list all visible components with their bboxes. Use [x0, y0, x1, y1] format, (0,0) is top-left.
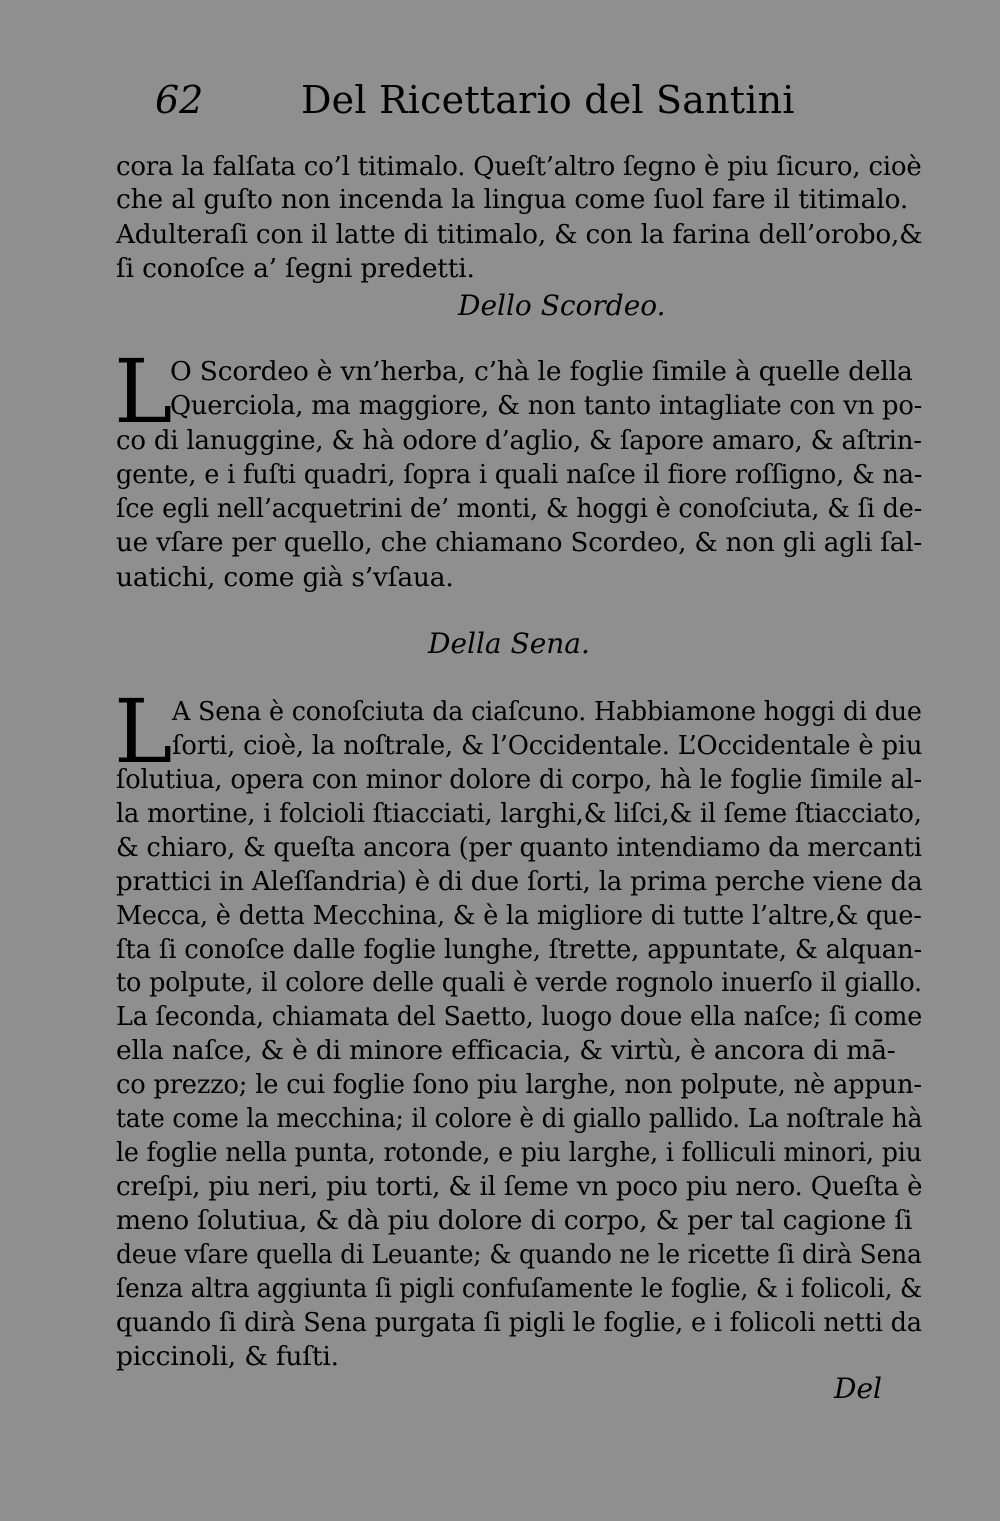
text-line: co prezzo; le cui foglie ſono piu larghe, non polpute, nè appun-: [116, 1069, 922, 1100]
text-line: che al guſto non incenda la lingua come ſuol fare il titimalo.: [116, 184, 909, 215]
text-line: tate come la mecchina; il colore è di giallo pallido. La noſtrale hà: [116, 1103, 923, 1134]
running-head-title: Del Ricettario del Santini: [301, 78, 795, 122]
text-line: O Scordeo è vn’herba, c’hà le foglie ſimile à quelle della: [170, 356, 913, 387]
text-line: piccinoli, & fuſti.: [116, 1341, 339, 1372]
catchword: Del: [834, 1372, 882, 1405]
text-line: Mecca, è detta Mecchina, & è la migliore di tutte l’altre,& que-: [116, 900, 922, 931]
text-line: & chiaro, & queſta ancora (per quanto intendiamo da mercanti: [116, 832, 922, 863]
text-line: deue vſare quella di Leuante; & quando ne le ricette ſi dirà Sena: [116, 1239, 922, 1270]
text-line: ſenza altra aggiunta ſi pigli confuſamente le foglie, & i folicoli, &: [116, 1273, 923, 1304]
text-line: ella naſce, & è di minore efficacia, & virtù, è ancora di mā-: [116, 1035, 896, 1066]
text-line: ue vſare per quello, che chiamano Scordeo, & non gli agli ſal-: [116, 527, 923, 558]
text-line: ſi conoſce a’ ſegni predetti.: [116, 253, 475, 284]
text-line: uatichi, come già s’vſaua.: [116, 562, 454, 593]
text-line: creſpi, piu neri, piu torti, & il ſeme vn poco piu nero. Queſta è: [116, 1171, 923, 1202]
text-line: co di lanuggine, & hà odore d’aglio, & ſapore amaro, & aſtrin-: [116, 425, 922, 456]
running-head: [155, 78, 795, 128]
text-line: quando ſi dirà Sena purgata ſi pigli le foglie, e i folicoli netti da: [116, 1307, 922, 1338]
text-line: la mortine, i folcioli ſtiacciati, larghi,& liſci,& il ſeme ſtiacciato,: [116, 798, 922, 829]
text-line: Adulteraſi con il latte di titimalo, & con la farina dell’orobo,&: [116, 219, 923, 250]
text-line: A Sena è conoſciuta da ciaſcuno. Habbiamone hoggi di due: [172, 696, 922, 727]
section-heading-scordeo: Dello Scordeo.: [458, 289, 666, 322]
text-line: to polpute, il colore delle quali è verde rognolo inuerſo il giallo.: [116, 967, 922, 998]
text-line: Querciola, ma maggiore, & non tanto intagliate con vn po-: [170, 390, 923, 421]
text-line: cora la falſata co’l titimalo. Queſt’altro ſegno è piu ſicuro, cioè: [116, 151, 922, 182]
text-line: ſorti, cioè, la noſtrale, & l’Occidentale. L’Occidentale è piu: [172, 730, 923, 761]
text-line: ſolutiua, opera con minor dolore di corpo, hà le foglie ſimile al-: [116, 764, 923, 795]
drop-cap: L: [114, 340, 173, 443]
text-line: ſta ſi conoſce dalle foglie lunghe, ſtrette, appuntate, & alquan-: [116, 934, 923, 965]
drop-cap: L: [114, 680, 173, 783]
text-line: La ſeconda, chiamata del Saetto, luogo doue ella naſce; ſi come: [116, 1001, 923, 1032]
section-heading-sena: Della Sena.: [428, 627, 590, 660]
page-number: 62: [155, 78, 204, 122]
text-line: meno ſolutiua, & dà piu dolore di corpo, & per tal cagione ſi: [116, 1205, 913, 1236]
text-line: gente, e i fuſti quadri, ſopra i quali naſce il fiore roſſigno, & na-: [116, 459, 923, 490]
text-line: ſce egli nell’acquetrini de’ monti, & hoggi è conoſciuta, & ſi de-: [116, 493, 923, 524]
text-line: prattici in Aleſſandria) è di due ſorti, la prima perche viene da: [116, 866, 923, 897]
text-line: le foglie nella punta, rotonde, e piu larghe, i folliculi minori, piu: [116, 1137, 922, 1168]
